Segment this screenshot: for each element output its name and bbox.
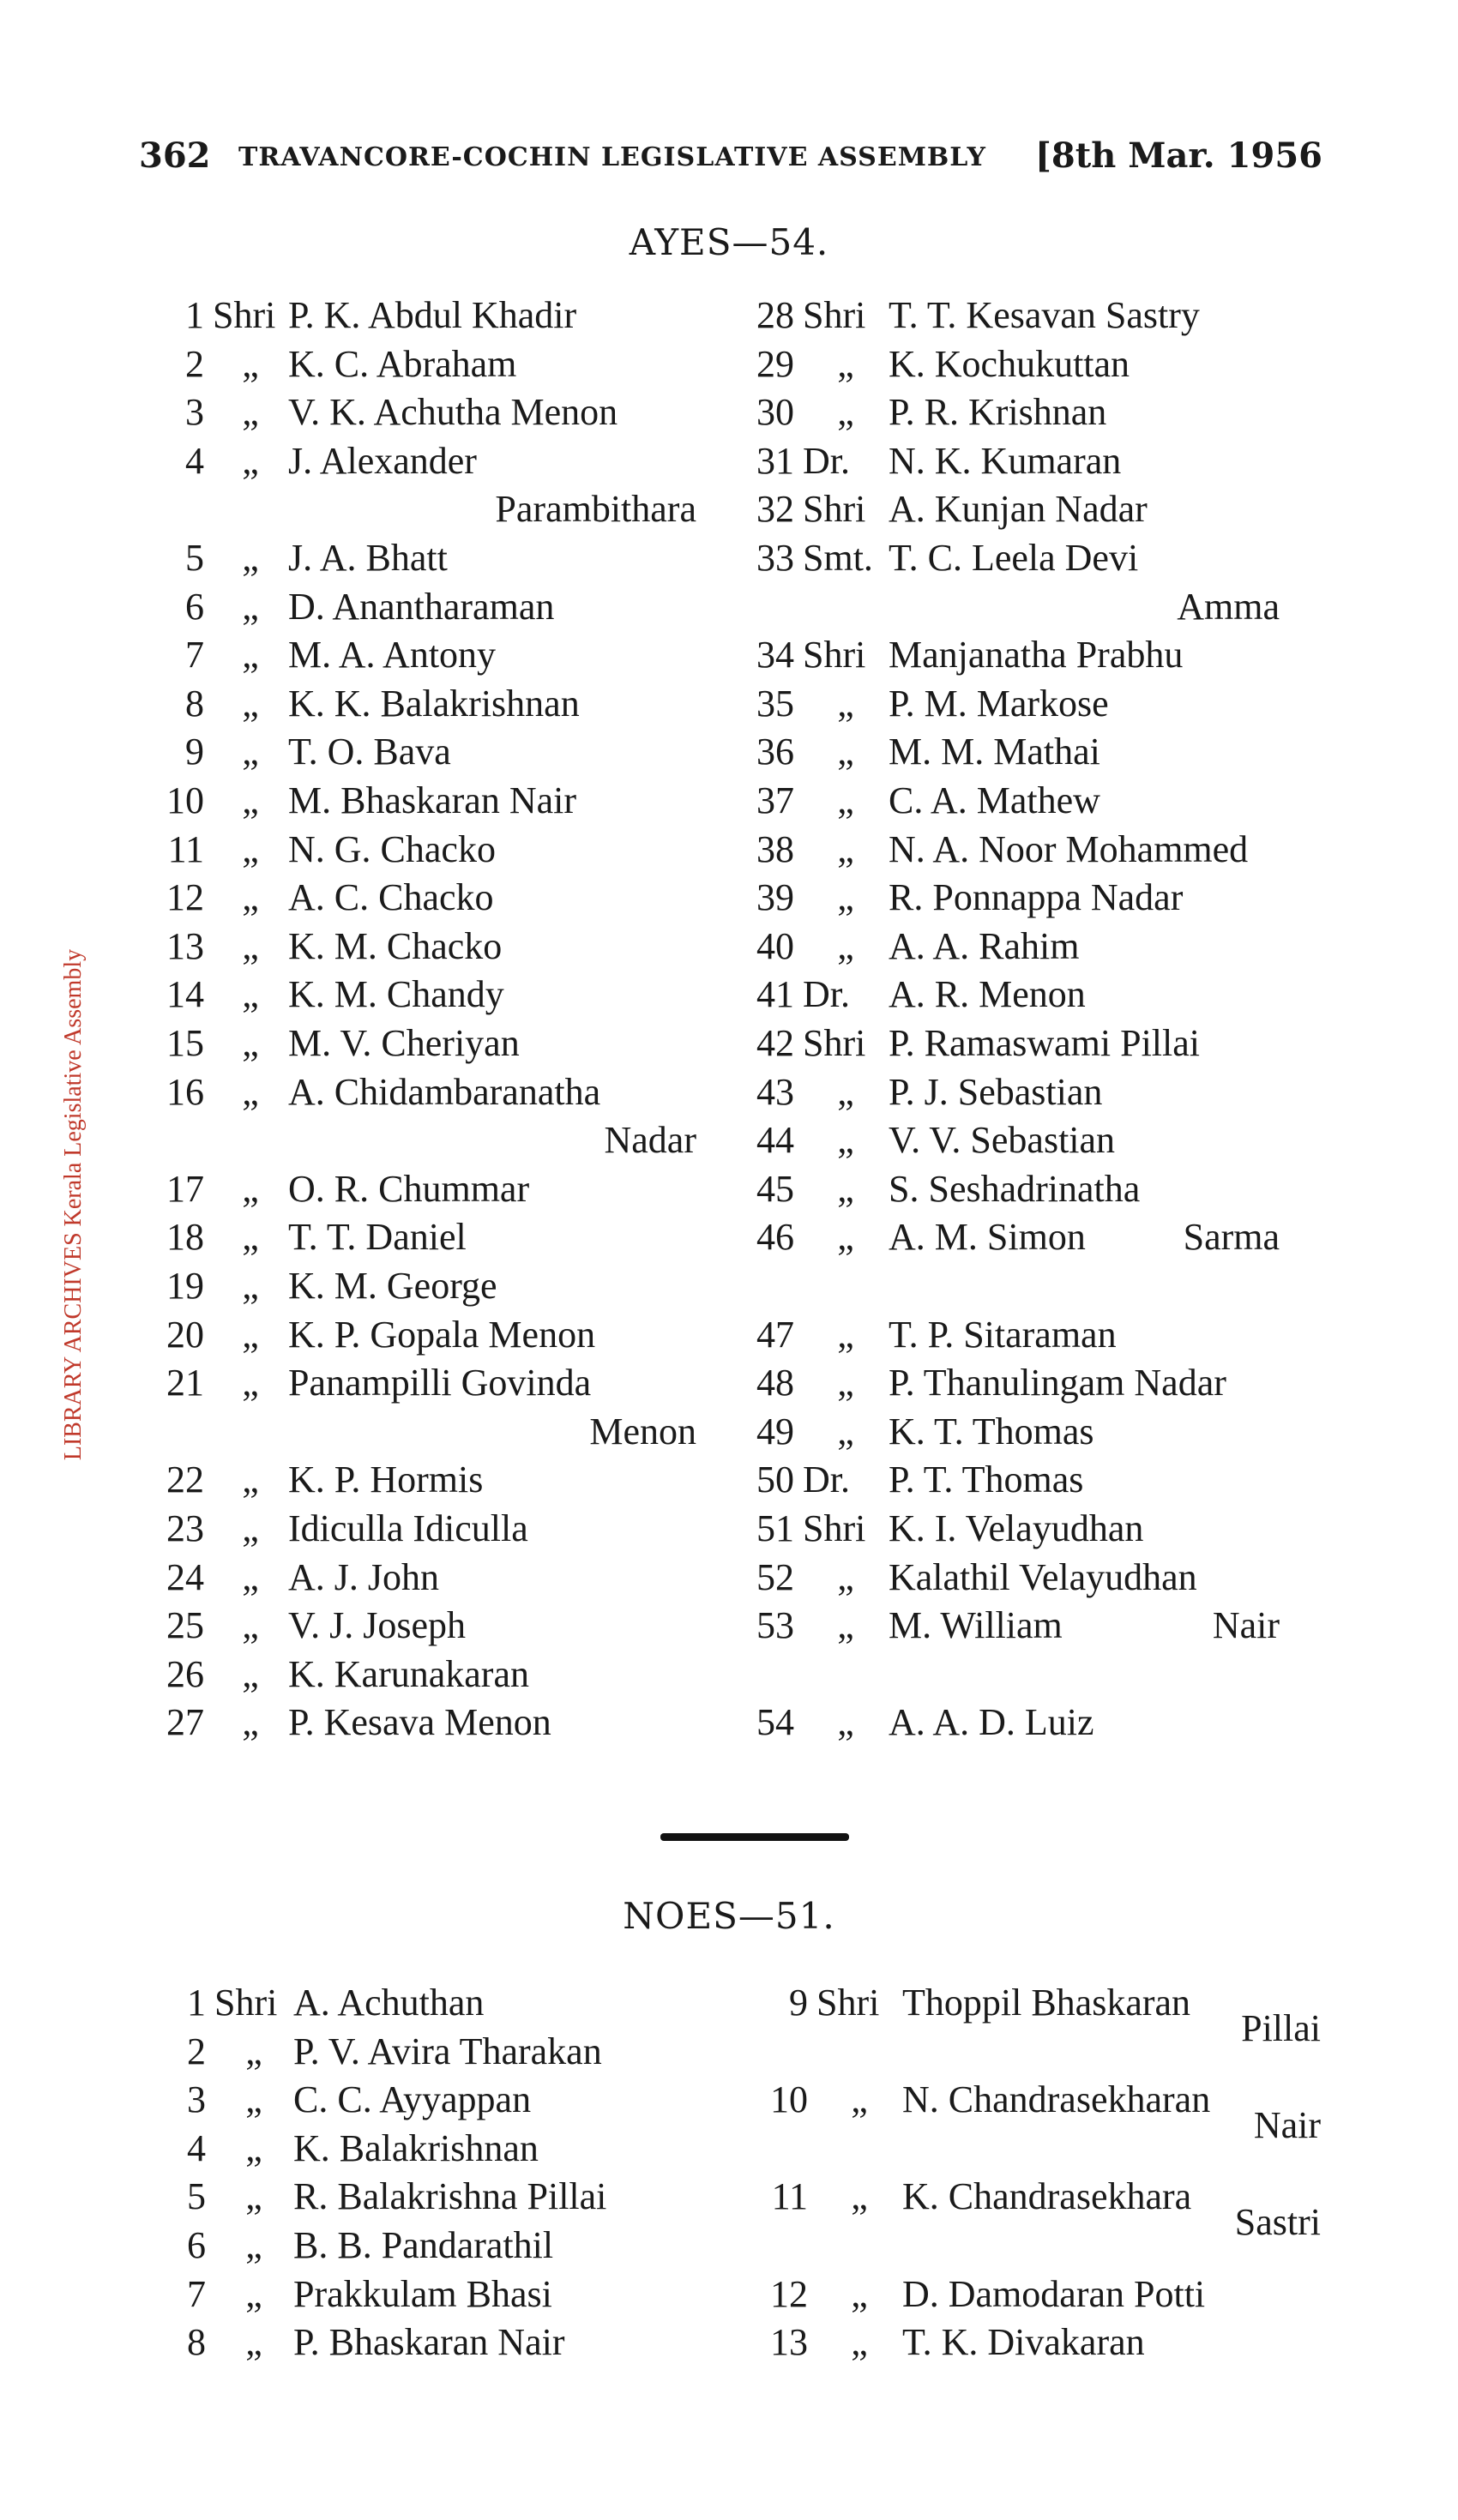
item-number: 17	[166, 1167, 204, 1210]
list-item	[185, 388, 618, 436]
member-title: „	[837, 682, 854, 725]
list-item	[185, 631, 497, 679]
running-title: TRAVANCORE-COCHIN LEGISLATIVE ASSEMBLY	[238, 142, 986, 172]
member-title: „	[851, 2272, 868, 2315]
member-name: M. William	[889, 1604, 1063, 1647]
member-name: Manjanatha Prabhu	[889, 634, 1184, 677]
member-name: C. A. Mathew	[889, 779, 1100, 821]
name-continuation: Parambithara	[495, 488, 696, 531]
member-title: „	[242, 779, 259, 821]
list-item	[770, 2076, 1211, 2124]
member-title: „	[242, 924, 259, 967]
member-title: Shri	[803, 294, 866, 336]
name-continuation: Nadar	[604, 1119, 696, 1162]
member-name: A. M. Simon	[889, 1216, 1086, 1259]
member-title: „	[242, 1070, 259, 1113]
item-number: 11	[771, 2175, 808, 2218]
item-number: 3	[187, 2078, 206, 2121]
member-title: „	[837, 1604, 854, 1647]
item-number: 51	[756, 1507, 794, 1549]
list-item	[166, 1019, 520, 1068]
list-item	[166, 1554, 440, 1602]
item-number: 30	[756, 391, 794, 434]
list-item	[166, 1699, 551, 1747]
member-name: T. T. Kesavan Sastry	[889, 294, 1200, 336]
member-name: K. Karunakaran	[288, 1652, 529, 1695]
item-number: 29	[756, 342, 794, 385]
name-continuation: Amma	[1177, 585, 1280, 628]
list-item	[185, 292, 577, 340]
item-number: 21	[166, 1362, 204, 1404]
member-name: A. R. Menon	[889, 973, 1086, 1016]
member-name: A. Chidambaranatha	[288, 1070, 601, 1113]
member-name: P. Thanulingam Nadar	[889, 1362, 1226, 1404]
member-title: „	[245, 2175, 262, 2218]
member-title: „	[245, 2321, 262, 2364]
item-number: 10	[770, 2078, 808, 2121]
list-item	[756, 1505, 1144, 1553]
member-title: „	[242, 682, 259, 725]
list-item	[756, 680, 1109, 728]
item-number: 54	[756, 1701, 794, 1744]
name-continuation: Sarma	[1183, 1216, 1280, 1259]
member-title: „	[837, 827, 854, 870]
list-item	[187, 2319, 565, 2367]
member-title: „	[837, 779, 854, 821]
list-item	[187, 1979, 485, 2027]
list-item	[756, 1165, 1141, 1213]
member-name: N. G. Chacko	[288, 827, 496, 870]
list-item	[789, 1979, 1191, 2027]
member-name: Kalathil Velayudhan	[889, 1555, 1197, 1598]
item-number: 12	[770, 2272, 808, 2315]
item-number: 37	[756, 779, 794, 821]
list-item	[756, 1019, 1200, 1068]
item-number: 46	[756, 1216, 794, 1259]
item-number: 9	[185, 731, 204, 773]
member-title: Dr.	[803, 439, 850, 482]
member-title: „	[242, 973, 259, 1016]
header-date: [8th Mar. 1956	[1034, 135, 1322, 176]
member-name: P. Bhaskaran Nair	[293, 2321, 565, 2364]
list-item	[166, 1456, 484, 1504]
item-number: 40	[756, 924, 794, 967]
member-title: „	[242, 585, 259, 628]
item-number: 1	[187, 1982, 206, 2024]
list-item	[166, 1311, 596, 1359]
item-number: 50	[756, 1458, 794, 1501]
member-title: „	[837, 731, 854, 773]
list-item	[167, 826, 496, 874]
member-name: K. M. Chacko	[288, 924, 503, 967]
member-title: „	[837, 1216, 854, 1259]
member-name: Prakkulam Bhasi	[293, 2272, 552, 2315]
member-title: Dr.	[803, 973, 850, 1016]
list-item	[166, 1068, 601, 1116]
item-number: 28	[756, 294, 794, 336]
member-title: „	[242, 1022, 259, 1064]
item-number: 34	[756, 634, 794, 677]
member-title: Shri	[803, 1507, 866, 1549]
member-name: T. T. Daniel	[288, 1216, 467, 1259]
list-item	[756, 1602, 1063, 1650]
member-name: K. K. Balakrishnan	[288, 682, 580, 725]
member-name: P. M. Markose	[889, 682, 1109, 725]
list-item	[187, 2028, 602, 2076]
list-item	[756, 874, 1184, 922]
item-number: 24	[166, 1555, 204, 1598]
member-name: V. J. Joseph	[288, 1604, 467, 1647]
page-header	[139, 135, 1322, 178]
member-title: „	[837, 1313, 854, 1356]
member-title: „	[245, 2030, 262, 2072]
member-name: P. J. Sebastian	[889, 1070, 1103, 1113]
watermark: LIBRARY ARCHIVES Kerala Legislative Assembly	[60, 948, 87, 1461]
item-number: 2	[185, 342, 204, 385]
item-number: 8	[185, 682, 204, 725]
list-item	[756, 1116, 1116, 1164]
member-name: N. K. Kumaran	[889, 439, 1122, 482]
page-number: 362	[139, 135, 211, 176]
member-name: Thoppil Bhaskaran	[902, 1982, 1191, 2024]
member-name: N. A. Noor Mohammed	[889, 827, 1249, 870]
member-name: N. Chandrasekharan	[902, 2078, 1211, 2121]
member-title: „	[242, 731, 259, 773]
member-name: M. Bhaskaran Nair	[288, 779, 577, 821]
list-item	[185, 583, 555, 631]
member-title: „	[242, 1362, 259, 1404]
list-item	[187, 2076, 532, 2124]
item-number: 16	[166, 1070, 204, 1113]
list-item	[756, 728, 1100, 776]
member-name: V. K. Achutha Menon	[288, 391, 618, 434]
member-name: J. Alexander	[288, 439, 477, 482]
member-name: O. R. Chummar	[288, 1167, 530, 1210]
name-continuation: Nair	[1212, 1604, 1280, 1647]
member-name: B. B. Pandarathil	[293, 2224, 554, 2266]
name-continuation: Sastri	[1234, 2201, 1321, 2244]
item-number: 35	[756, 682, 794, 725]
list-item	[166, 874, 494, 922]
member-title: „	[245, 2078, 262, 2121]
member-title: „	[837, 1701, 854, 1744]
member-title: „	[837, 342, 854, 385]
member-name: A. Kunjan Nadar	[889, 488, 1148, 531]
item-number: 14	[166, 973, 204, 1016]
member-title: „	[242, 1652, 259, 1695]
item-number: 20	[166, 1313, 204, 1356]
item-number: 7	[185, 634, 204, 677]
member-title: „	[242, 1555, 259, 1598]
ayes-title: AYES—54.	[629, 221, 829, 263]
member-name: R. Ponnappa Nadar	[889, 876, 1184, 919]
item-number: 13	[770, 2321, 808, 2364]
list-item	[756, 1554, 1197, 1602]
list-item	[756, 534, 1139, 582]
member-name: K. P. Gopala Menon	[288, 1313, 596, 1356]
member-name: V. V. Sebastian	[889, 1119, 1116, 1162]
list-item	[756, 485, 1148, 533]
member-name: K. Kochukuttan	[889, 342, 1130, 385]
member-title: Dr.	[803, 1458, 850, 1501]
item-number: 6	[187, 2224, 206, 2266]
list-item	[187, 2125, 539, 2173]
list-item	[756, 1311, 1117, 1359]
list-item	[756, 1213, 1086, 1261]
member-name: M. A. Antony	[288, 634, 497, 677]
member-name: P. R. Krishnan	[889, 391, 1107, 434]
item-number: 13	[166, 924, 204, 967]
list-item	[756, 437, 1122, 485]
list-item	[166, 1165, 530, 1213]
member-name: A. Achuthan	[293, 1982, 485, 2024]
member-name: T. C. Leela Devi	[889, 537, 1139, 579]
list-item	[187, 2173, 607, 2221]
item-number: 15	[166, 1022, 204, 1064]
item-number: 26	[166, 1652, 204, 1695]
list-item	[185, 340, 517, 388]
member-title: „	[837, 1070, 854, 1113]
member-name: Panampilli Govinda	[288, 1362, 592, 1404]
item-number: 4	[185, 439, 204, 482]
member-title: „	[245, 2272, 262, 2315]
list-item	[770, 2270, 1206, 2319]
item-number: 18	[166, 1216, 204, 1259]
member-name: T. P. Sitaraman	[889, 1313, 1117, 1356]
list-item	[166, 1262, 497, 1310]
member-name: J. A. Bhatt	[288, 537, 448, 579]
list-item	[185, 534, 448, 582]
list-item	[185, 680, 580, 728]
member-name: P. K. Abdul Khadir	[288, 294, 577, 336]
member-title: „	[837, 1362, 854, 1404]
member-title: „	[242, 1313, 259, 1356]
member-title: „	[837, 1167, 854, 1210]
member-title: „	[242, 1216, 259, 1259]
item-number: 44	[756, 1119, 794, 1162]
item-number: 1	[185, 294, 204, 336]
name-continuation: Nair	[1253, 2104, 1321, 2147]
item-number: 27	[166, 1701, 204, 1744]
item-number: 31	[756, 439, 794, 482]
item-number: 39	[756, 876, 794, 919]
member-title: „	[242, 342, 259, 385]
list-item	[756, 1068, 1103, 1116]
item-number: 32	[756, 488, 794, 531]
item-number: 9	[789, 1982, 808, 2024]
item-number: 10	[166, 779, 204, 821]
list-item	[770, 2319, 1145, 2367]
member-title: Shri	[214, 1982, 278, 2024]
member-name: T. K. Divakaran	[902, 2321, 1145, 2364]
member-title: „	[837, 876, 854, 919]
list-item	[756, 1456, 1084, 1504]
member-title: „	[837, 924, 854, 967]
member-title: „	[837, 391, 854, 434]
member-name: A. A. Rahim	[889, 924, 1080, 967]
item-number: 23	[166, 1507, 204, 1549]
member-title: Shri	[803, 634, 866, 677]
member-title: „	[837, 1410, 854, 1452]
list-item	[756, 971, 1086, 1019]
list-item	[756, 292, 1200, 340]
member-name: P. T. Thomas	[889, 1458, 1084, 1501]
member-name: K. T. Thomas	[889, 1410, 1094, 1452]
list-item	[166, 923, 503, 971]
section-divider	[660, 1833, 849, 1841]
member-name: M. V. Cheriyan	[288, 1022, 520, 1064]
item-number: 53	[756, 1604, 794, 1647]
member-title: Shri	[803, 488, 866, 531]
member-title: „	[242, 827, 259, 870]
member-name: C. C. Ayyappan	[293, 2078, 532, 2121]
member-title: „	[242, 537, 259, 579]
member-title: „	[242, 439, 259, 482]
list-item	[756, 1359, 1226, 1407]
item-number: 47	[756, 1313, 794, 1356]
member-name: P. Kesava Menon	[288, 1701, 551, 1744]
member-name: K. M. Chandy	[288, 973, 504, 1016]
list-item	[756, 777, 1100, 825]
member-name: K. C. Abraham	[288, 342, 517, 385]
member-name: T. O. Bava	[288, 731, 451, 773]
name-continuation: Pillai	[1241, 2007, 1321, 2049]
member-title: Shri	[816, 1982, 880, 2024]
member-title: „	[245, 2224, 262, 2266]
list-item	[756, 826, 1249, 874]
item-number: 41	[756, 973, 794, 1016]
member-title: „	[837, 1119, 854, 1162]
item-number: 2	[187, 2030, 206, 2072]
member-name: Idiculla Idiculla	[288, 1507, 528, 1549]
member-title: „	[242, 876, 259, 919]
member-name: K. I. Velayudhan	[889, 1507, 1144, 1549]
list-item	[187, 2270, 552, 2319]
member-title: „	[242, 1604, 259, 1647]
member-name: S. Seshadrinatha	[889, 1167, 1141, 1210]
item-number: 8	[187, 2321, 206, 2364]
member-title: „	[242, 1507, 259, 1549]
list-item	[187, 2222, 554, 2270]
member-name: A. J. John	[288, 1555, 440, 1598]
member-title: Shri	[213, 294, 276, 336]
item-number: 33	[756, 537, 794, 579]
member-title: „	[242, 1701, 259, 1744]
list-item	[166, 1602, 467, 1650]
list-item	[185, 437, 477, 485]
list-item	[166, 1213, 467, 1261]
item-number: 3	[185, 391, 204, 434]
item-number: 48	[756, 1362, 794, 1404]
member-title: „	[242, 634, 259, 677]
item-number: 25	[166, 1604, 204, 1647]
list-item	[166, 1651, 529, 1699]
item-number: 4	[187, 2126, 206, 2169]
member-name: A. A. D. Luiz	[889, 1701, 1094, 1744]
member-name: K. P. Hormis	[288, 1458, 484, 1501]
member-title: „	[837, 1555, 854, 1598]
list-item	[756, 923, 1080, 971]
member-name: P. Ramaswami Pillai	[889, 1022, 1200, 1064]
item-number: 22	[166, 1458, 204, 1501]
name-continuation: Menon	[589, 1410, 696, 1452]
member-title: „	[851, 2175, 868, 2218]
noes-title: NOES—51.	[623, 1895, 835, 1937]
item-number: 38	[756, 827, 794, 870]
member-title: Shri	[803, 1022, 866, 1064]
list-item	[756, 1408, 1094, 1456]
member-name: R. Balakrishna Pillai	[293, 2175, 607, 2218]
item-number: 19	[166, 1265, 204, 1307]
member-title: „	[242, 391, 259, 434]
member-name: K. Chandrasekhara	[902, 2175, 1192, 2218]
member-name: A. C. Chacko	[288, 876, 494, 919]
list-item	[756, 631, 1184, 679]
item-number: 49	[756, 1410, 794, 1452]
list-item	[756, 340, 1130, 388]
list-item	[756, 388, 1107, 436]
item-number: 36	[756, 731, 794, 773]
member-name: K. M. George	[288, 1265, 497, 1307]
list-item	[166, 971, 504, 1019]
item-number: 6	[185, 585, 204, 628]
member-name: K. Balakrishnan	[293, 2126, 539, 2169]
member-title: „	[245, 2126, 262, 2169]
item-number: 12	[166, 876, 204, 919]
item-number: 45	[756, 1167, 794, 1210]
list-item	[166, 777, 577, 825]
list-item	[166, 1359, 592, 1407]
member-name: D. Anantharaman	[288, 585, 555, 628]
member-title: Smt.	[803, 537, 873, 579]
list-item	[756, 1699, 1094, 1747]
item-number: 43	[756, 1070, 794, 1113]
item-number: 42	[756, 1022, 794, 1064]
member-name: M. M. Mathai	[889, 731, 1100, 773]
member-title: „	[242, 1458, 259, 1501]
member-title: „	[242, 1167, 259, 1210]
member-title: „	[242, 1265, 259, 1307]
list-item	[166, 1505, 528, 1553]
member-title: „	[851, 2321, 868, 2364]
item-number: 52	[756, 1555, 794, 1598]
item-number: 5	[187, 2175, 206, 2218]
list-item	[771, 2173, 1192, 2221]
member-name: P. V. Avira Tharakan	[293, 2030, 602, 2072]
item-number: 5	[185, 537, 204, 579]
member-name: D. Damodaran Potti	[902, 2272, 1206, 2315]
list-item	[185, 728, 451, 776]
item-number: 11	[167, 827, 204, 870]
item-number: 7	[187, 2272, 206, 2315]
member-title: „	[851, 2078, 868, 2121]
